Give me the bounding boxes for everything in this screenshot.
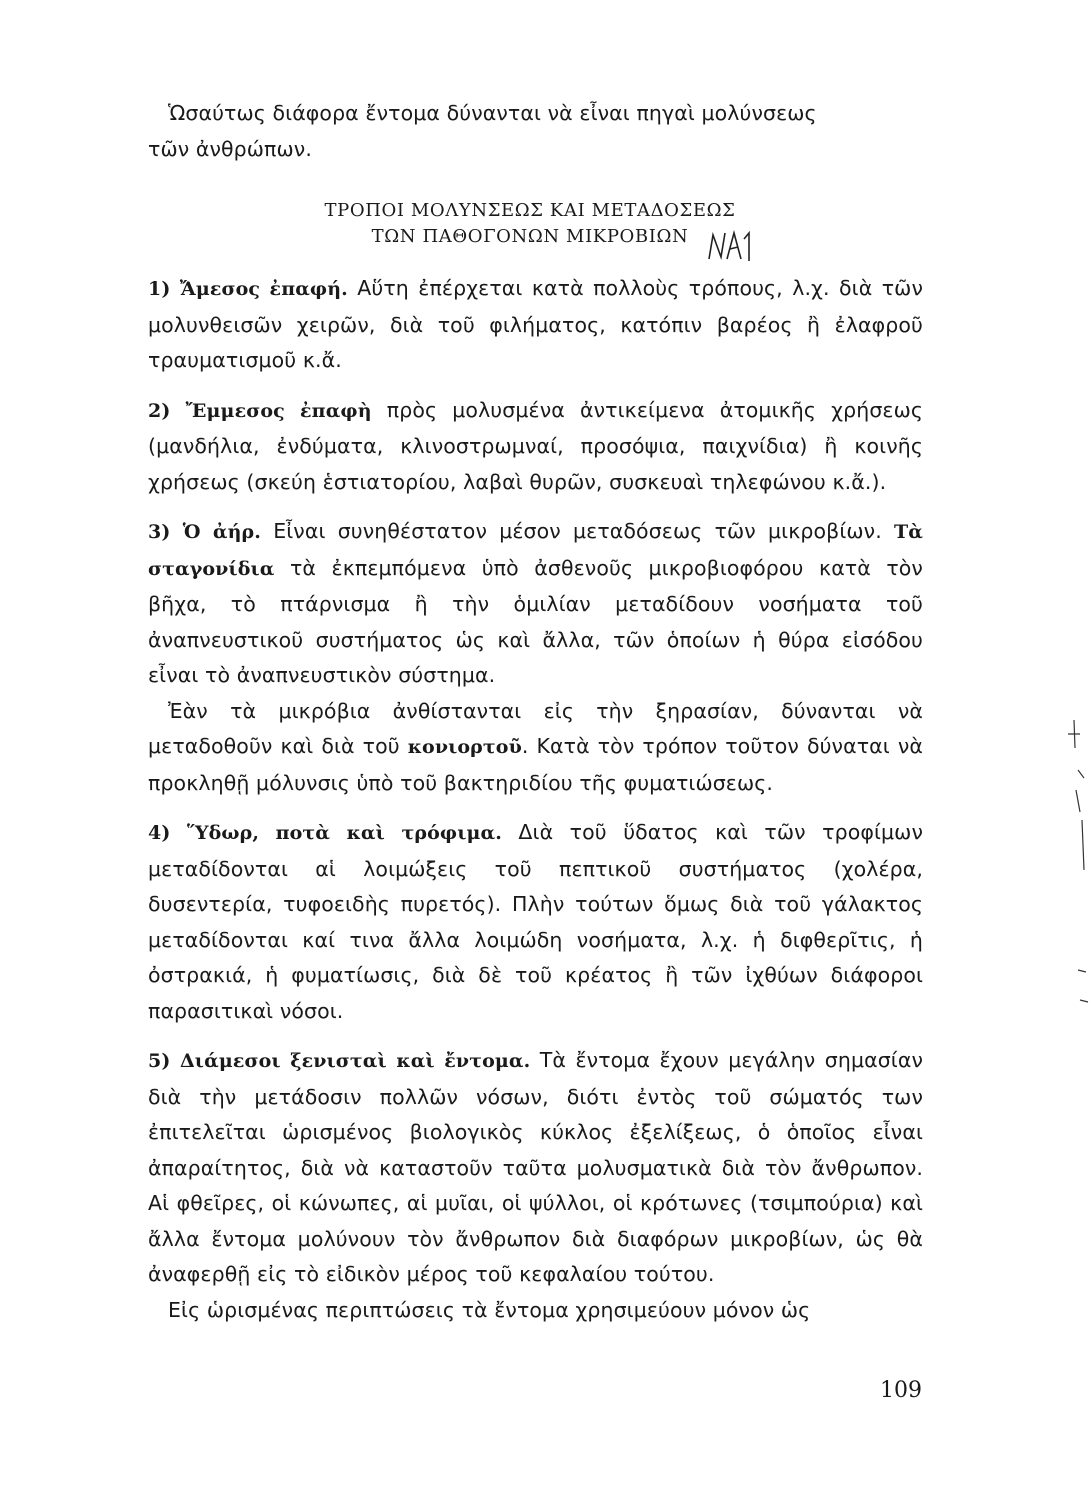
intro-paragraph <box>148 96 923 167</box>
section-1 <box>148 271 923 379</box>
section-1-lead: 1) Ἄμεσος ἐπαφή. <box>148 278 348 300</box>
handwritten-mark-icon <box>705 225 755 265</box>
section-3b-bold: κονιορτοῦ <box>407 736 522 758</box>
section-4 <box>148 815 923 1029</box>
section-3b-text: Ἐὰν τὰ μικρόβια ἀνθίστανται εἰς τὴν ξηρασίαν, δύνανται νὰ μεταδοθοῦν καὶ διὰ τοῦ <box>148 698 923 758</box>
intro-line-2: τῶν ἀνθρώπων. <box>148 136 312 161</box>
section-3-text-2: τὰ ἐκπεμπόμενα ὑπὸ ἀσθενοῦς μικροβιοφόρου κατὰ τὸν βῆχα, τὸ πτάρνισμα ἢ τὴν ὁμιλίαν μεταδίδουν νοσήματα τοῦ ἀναπνευστικοῦ συστήματος ὡς καὶ ἄλλα, τῶν ὁποίων ἡ θύρα εἰσόδου εἶναι τὸ ἀναπνευστικὸν σύστημα. <box>148 555 923 687</box>
section-3 <box>148 514 923 694</box>
section-heading <box>150 198 910 250</box>
intro-line-1: Ὡσαύτως διάφορα ἔντομα δύνανται νὰ εἶναι πηγαὶ μολύνσεως <box>168 101 817 125</box>
section-5-lead: 5) Διάμεσοι ξενισταὶ καὶ ἔντομα. <box>148 1050 531 1072</box>
page-number: 109 <box>880 1378 922 1403</box>
closing-paragraph <box>148 1293 923 1329</box>
section-5 <box>148 1043 923 1293</box>
section-2-text: πρὸς μολυσμένα ἀντικείμενα ἀτομικῆς χρήσεως (μανδήλια, ἐνδύματα, κλινοστρωμναί, προσόψια, παιχνίδια) ἢ κοινῆς χρήσεως (σκεύη ἑστιατορίου, λαβαὶ θυρῶν, συσκευαὶ τηλεφώνου κ.ἄ.). <box>148 397 923 494</box>
margin-marks-icon <box>1062 700 1092 1030</box>
section-body <box>148 271 923 1328</box>
heading-line-1: ΤΡΟΠΟΙ ΜΟΛΥΝΣΕΩΣ ΚΑΙ ΜΕΤΑΔΟΣΕΩΣ <box>324 200 736 221</box>
section-3-text: Εἶναι συνηθέστατον μέσον μεταδόσεως τῶν μικροβίων. <box>260 519 895 543</box>
section-2-lead: 2) Ἔμμεσος ἐπαφὴ <box>148 399 372 422</box>
section-3b-text-2: . Κατὰ τὸν τρόπον τοῦτον δύναται νὰ προκληθῇ μόλυνσις ὑπὸ τοῦ βακτηριδίου τῆς φυματιώσεως. <box>148 734 923 795</box>
section-2 <box>148 393 923 501</box>
heading-line-2: ΤΩΝ ΠΑΘΟΓΟΝΩΝ ΜΙΚΡΟΒΙΩΝ <box>371 226 689 247</box>
section-4-text: Διὰ τοῦ ὕδατος καὶ τῶν τροφίμων μεταδίδονται αἱ λοιμώξεις τοῦ πεπτικοῦ συστήματος (χολέρα, δυσεντερία, τυφοειδὴς πυρετός). Πλὴν τούτων ὅμως διὰ τοῦ γάλακτος μεταδίδονται καί τινα ἄλλα λοιμώδη νοσήματα, λ.χ. ἡ διφθερῖτις, ἡ ὀστρακιά, ἡ φυματίωσις, διὰ δὲ τοῦ κρέατος ἢ τῶν ἰχθύων διάφοροι παρασιτικαὶ νόσοι. <box>148 820 923 1023</box>
section-4-lead: 4) Ὕδωρ, ποτὰ καὶ τρόφιμα. <box>148 822 502 844</box>
section-3-continued <box>148 694 923 802</box>
section-1-text: Αὕτη ἐπέρχεται κατὰ πολλοὺς τρόπους, λ.χ. διὰ τῶν μολυνθεισῶν χειρῶν, διὰ τοῦ φιλήματος, κατόπιν βαρέος ἢ ἐλαφροῦ τραυματισμοῦ κ.ἄ. <box>148 276 923 372</box>
closing-text: Εἰς ὡρισμένας περιπτώσεις τὰ ἔντομα χρησιμεύουν μόνον ὡς <box>168 1297 811 1322</box>
section-3-lead-2: Τὰ σταγονίδια <box>148 521 923 580</box>
section-5-text: Τὰ ἔντομα ἔχουν μεγάλην σημασίαν διὰ τὴν μετάδοσιν πολλῶν νόσων, διότι ἐντὸς τοῦ σώματός των ἐπιτελεῖται ὡρισμένος βιολογικὸς κύκλος ἐξελίξεως, ὁ ὁποῖος εἶναι ἀπαραίτητος, διὰ νὰ καταστοῦν ταῦτα μολυσματικὰ διὰ τὸν ἄνθρωπον. Αἱ φθεῖρες, οἱ κώνωπες, αἱ μυῖαι, οἱ ψύλλοι, οἱ κρότωνες (τσιμπούρια) καὶ ἄλλα ἔντομα μολύνουν τὸν ἄνθρωπον διὰ διαφόρων μικροβίων, ὡς θὰ ἀναφερθῇ εἰς τὸ εἰδικὸν μέρος τοῦ κεφαλαίου τούτου. <box>148 1048 924 1286</box>
section-3-lead: 3) Ὁ ἀήρ. <box>148 521 261 543</box>
